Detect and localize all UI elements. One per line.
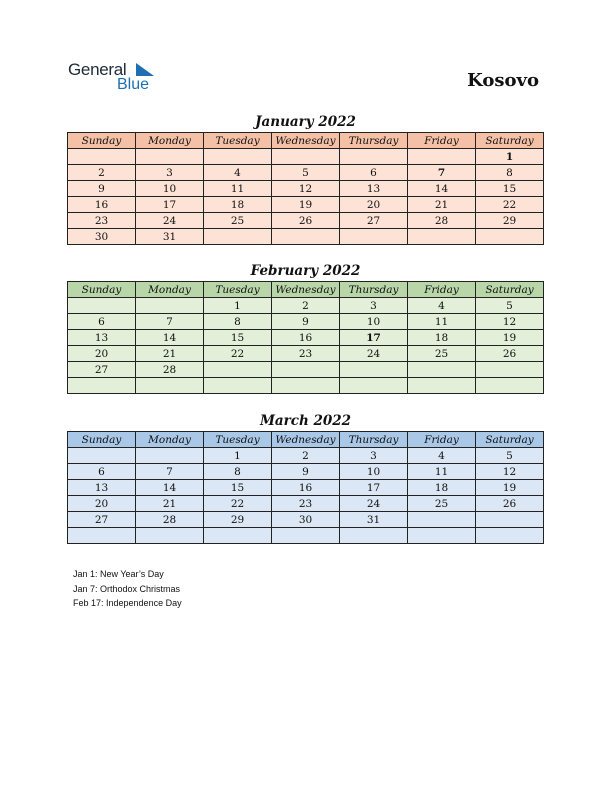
day-cell — [340, 149, 408, 165]
day-cell: 24 — [340, 496, 408, 512]
day-cell: 30 — [272, 512, 340, 528]
week-row — [68, 464, 544, 480]
day-cell: 7 — [136, 464, 204, 480]
day-cell: 10 — [340, 314, 408, 330]
day-cell: 4 — [408, 298, 476, 314]
weekday-header: Friday — [408, 432, 476, 448]
week-row — [68, 480, 544, 496]
day-cell: 12 — [476, 464, 544, 480]
week-row — [68, 528, 544, 544]
day-cell: 29 — [476, 213, 544, 229]
day-cell: 30 — [68, 229, 136, 245]
day-cell: 13 — [68, 330, 136, 346]
day-cell — [68, 378, 136, 394]
day-cell: 18 — [408, 480, 476, 496]
day-cell: 16 — [68, 197, 136, 213]
weekday-header: Sunday — [68, 282, 136, 298]
day-cell: 5 — [476, 448, 544, 464]
day-cell — [68, 448, 136, 464]
day-cell: 8 — [204, 464, 272, 480]
day-cell — [204, 362, 272, 378]
day-cell: 8 — [476, 165, 544, 181]
day-cell: 25 — [204, 213, 272, 229]
day-cell — [272, 528, 340, 544]
day-cell: 6 — [340, 165, 408, 181]
month-title: March 2022 — [259, 413, 352, 429]
day-cell — [408, 229, 476, 245]
day-cell: 28 — [136, 512, 204, 528]
day-cell: 7 — [408, 165, 476, 181]
day-cell — [272, 378, 340, 394]
weekday-header: Sunday — [68, 133, 136, 149]
week-row — [68, 314, 544, 330]
day-cell: 2 — [68, 165, 136, 181]
day-cell: 1 — [476, 149, 544, 165]
generalblue-logo — [68, 60, 168, 96]
week-row — [68, 512, 544, 528]
day-cell: 27 — [68, 512, 136, 528]
day-cell: 26 — [476, 496, 544, 512]
day-cell: 24 — [340, 346, 408, 362]
day-cell: 25 — [408, 346, 476, 362]
day-cell — [204, 378, 272, 394]
week-row — [68, 378, 544, 394]
day-cell: 31 — [136, 229, 204, 245]
day-cell: 15 — [476, 181, 544, 197]
day-cell: 6 — [68, 314, 136, 330]
day-cell: 23 — [272, 496, 340, 512]
day-cell — [204, 229, 272, 245]
day-cell — [476, 229, 544, 245]
day-cell — [408, 149, 476, 165]
day-cell: 12 — [476, 314, 544, 330]
day-cell: 11 — [408, 464, 476, 480]
day-cell: 18 — [408, 330, 476, 346]
day-cell: 10 — [136, 181, 204, 197]
day-cell — [408, 528, 476, 544]
day-cell — [68, 528, 136, 544]
day-cell: 4 — [408, 448, 476, 464]
logo-text-blue: Blue — [117, 76, 150, 93]
country-title: Kosovo — [467, 70, 539, 91]
day-cell: 15 — [204, 480, 272, 496]
day-cell — [272, 362, 340, 378]
week-row — [68, 362, 544, 378]
day-cell: 16 — [272, 330, 340, 346]
day-cell — [340, 362, 408, 378]
day-cell — [272, 229, 340, 245]
weekday-header: Thursday — [340, 432, 408, 448]
logo-text-general: General — [68, 60, 127, 79]
weekday-header: Saturday — [476, 133, 544, 149]
day-cell: 20 — [68, 496, 136, 512]
day-cell: 26 — [476, 346, 544, 362]
weekday-header: Wednesday — [272, 133, 340, 149]
weekday-header: Tuesday — [204, 432, 272, 448]
day-cell: 25 — [408, 496, 476, 512]
day-cell: 16 — [272, 480, 340, 496]
day-cell — [476, 528, 544, 544]
weekday-header: Friday — [408, 282, 476, 298]
day-cell — [136, 378, 204, 394]
day-cell: 7 — [136, 314, 204, 330]
week-row — [68, 165, 544, 181]
day-cell: 2 — [272, 448, 340, 464]
day-cell — [136, 298, 204, 314]
week-row — [68, 197, 544, 213]
week-row — [68, 496, 544, 512]
day-cell — [476, 378, 544, 394]
day-cell: 17 — [136, 197, 204, 213]
month-january — [67, 112, 544, 245]
day-cell — [204, 149, 272, 165]
day-cell: 20 — [340, 197, 408, 213]
weekday-header: Friday — [408, 133, 476, 149]
day-cell: 18 — [204, 197, 272, 213]
day-cell: 5 — [476, 298, 544, 314]
day-cell: 3 — [340, 298, 408, 314]
day-cell: 8 — [204, 314, 272, 330]
week-row — [68, 229, 544, 245]
day-cell: 17 — [340, 480, 408, 496]
day-cell: 1 — [204, 448, 272, 464]
day-cell — [68, 298, 136, 314]
month-february — [67, 261, 544, 394]
week-row — [68, 448, 544, 464]
week-row — [68, 298, 544, 314]
day-cell: 13 — [68, 480, 136, 496]
day-cell: 15 — [204, 330, 272, 346]
day-cell — [136, 448, 204, 464]
day-cell — [204, 528, 272, 544]
week-row — [68, 330, 544, 346]
day-cell: 27 — [340, 213, 408, 229]
day-cell: 10 — [340, 464, 408, 480]
month-title: January 2022 — [255, 114, 356, 130]
calendar-table — [67, 132, 544, 245]
holiday-list — [73, 567, 182, 611]
weekday-header: Thursday — [340, 282, 408, 298]
day-cell: 27 — [68, 362, 136, 378]
day-cell: 6 — [68, 464, 136, 480]
day-cell: 23 — [272, 346, 340, 362]
holiday-item: Jan 1: New Year’s Day — [73, 569, 164, 579]
day-cell — [272, 149, 340, 165]
day-cell: 28 — [136, 362, 204, 378]
day-cell — [408, 378, 476, 394]
day-cell: 24 — [136, 213, 204, 229]
day-cell: 20 — [68, 346, 136, 362]
logo-triangle-icon — [136, 63, 154, 76]
day-cell — [340, 378, 408, 394]
week-row — [68, 346, 544, 362]
week-row — [68, 213, 544, 229]
day-cell: 11 — [204, 181, 272, 197]
day-cell: 12 — [272, 181, 340, 197]
day-cell: 21 — [408, 197, 476, 213]
day-cell: 9 — [272, 314, 340, 330]
day-cell: 13 — [340, 181, 408, 197]
day-cell: 14 — [136, 480, 204, 496]
week-row — [68, 149, 544, 165]
weekday-header: Saturday — [476, 282, 544, 298]
day-cell: 22 — [204, 346, 272, 362]
day-cell: 3 — [340, 448, 408, 464]
day-cell: 26 — [272, 213, 340, 229]
day-cell — [476, 362, 544, 378]
day-cell — [340, 528, 408, 544]
day-cell: 29 — [204, 512, 272, 528]
day-cell — [136, 528, 204, 544]
day-cell: 19 — [476, 480, 544, 496]
day-cell: 3 — [136, 165, 204, 181]
day-cell — [340, 229, 408, 245]
day-cell: 14 — [136, 330, 204, 346]
day-cell: 4 — [204, 165, 272, 181]
day-cell: 23 — [68, 213, 136, 229]
weekday-header: Monday — [136, 432, 204, 448]
day-cell: 31 — [340, 512, 408, 528]
weekday-header: Wednesday — [272, 282, 340, 298]
day-cell: 19 — [272, 197, 340, 213]
day-cell: 1 — [204, 298, 272, 314]
weekday-header: Wednesday — [272, 432, 340, 448]
day-cell — [476, 512, 544, 528]
day-cell — [408, 362, 476, 378]
weekday-header: Thursday — [340, 133, 408, 149]
day-cell: 22 — [476, 197, 544, 213]
weekday-header: Tuesday — [204, 133, 272, 149]
month-march — [67, 411, 544, 544]
day-cell: 9 — [272, 464, 340, 480]
day-cell: 11 — [408, 314, 476, 330]
holiday-item: Jan 7: Orthodox Christmas — [73, 583, 181, 594]
day-cell: 5 — [272, 165, 340, 181]
day-cell — [68, 149, 136, 165]
week-row — [68, 181, 544, 197]
day-cell — [408, 512, 476, 528]
day-cell: 21 — [136, 496, 204, 512]
weekday-header: Sunday — [68, 432, 136, 448]
weekday-header: Monday — [136, 282, 204, 298]
day-cell: 14 — [408, 181, 476, 197]
day-cell: 28 — [408, 213, 476, 229]
weekday-header: Tuesday — [204, 282, 272, 298]
weekday-header: Monday — [136, 133, 204, 149]
day-cell: 21 — [136, 346, 204, 362]
day-cell: 2 — [272, 298, 340, 314]
day-cell: 9 — [68, 181, 136, 197]
day-cell — [136, 149, 204, 165]
day-cell: 22 — [204, 496, 272, 512]
calendar-table — [67, 281, 544, 394]
weekday-header: Saturday — [476, 432, 544, 448]
day-cell: 19 — [476, 330, 544, 346]
holiday-item: Feb 17: Independence Day — [73, 598, 182, 608]
day-cell: 17 — [340, 330, 408, 346]
calendar-table — [67, 431, 544, 544]
month-title: February 2022 — [250, 263, 361, 279]
